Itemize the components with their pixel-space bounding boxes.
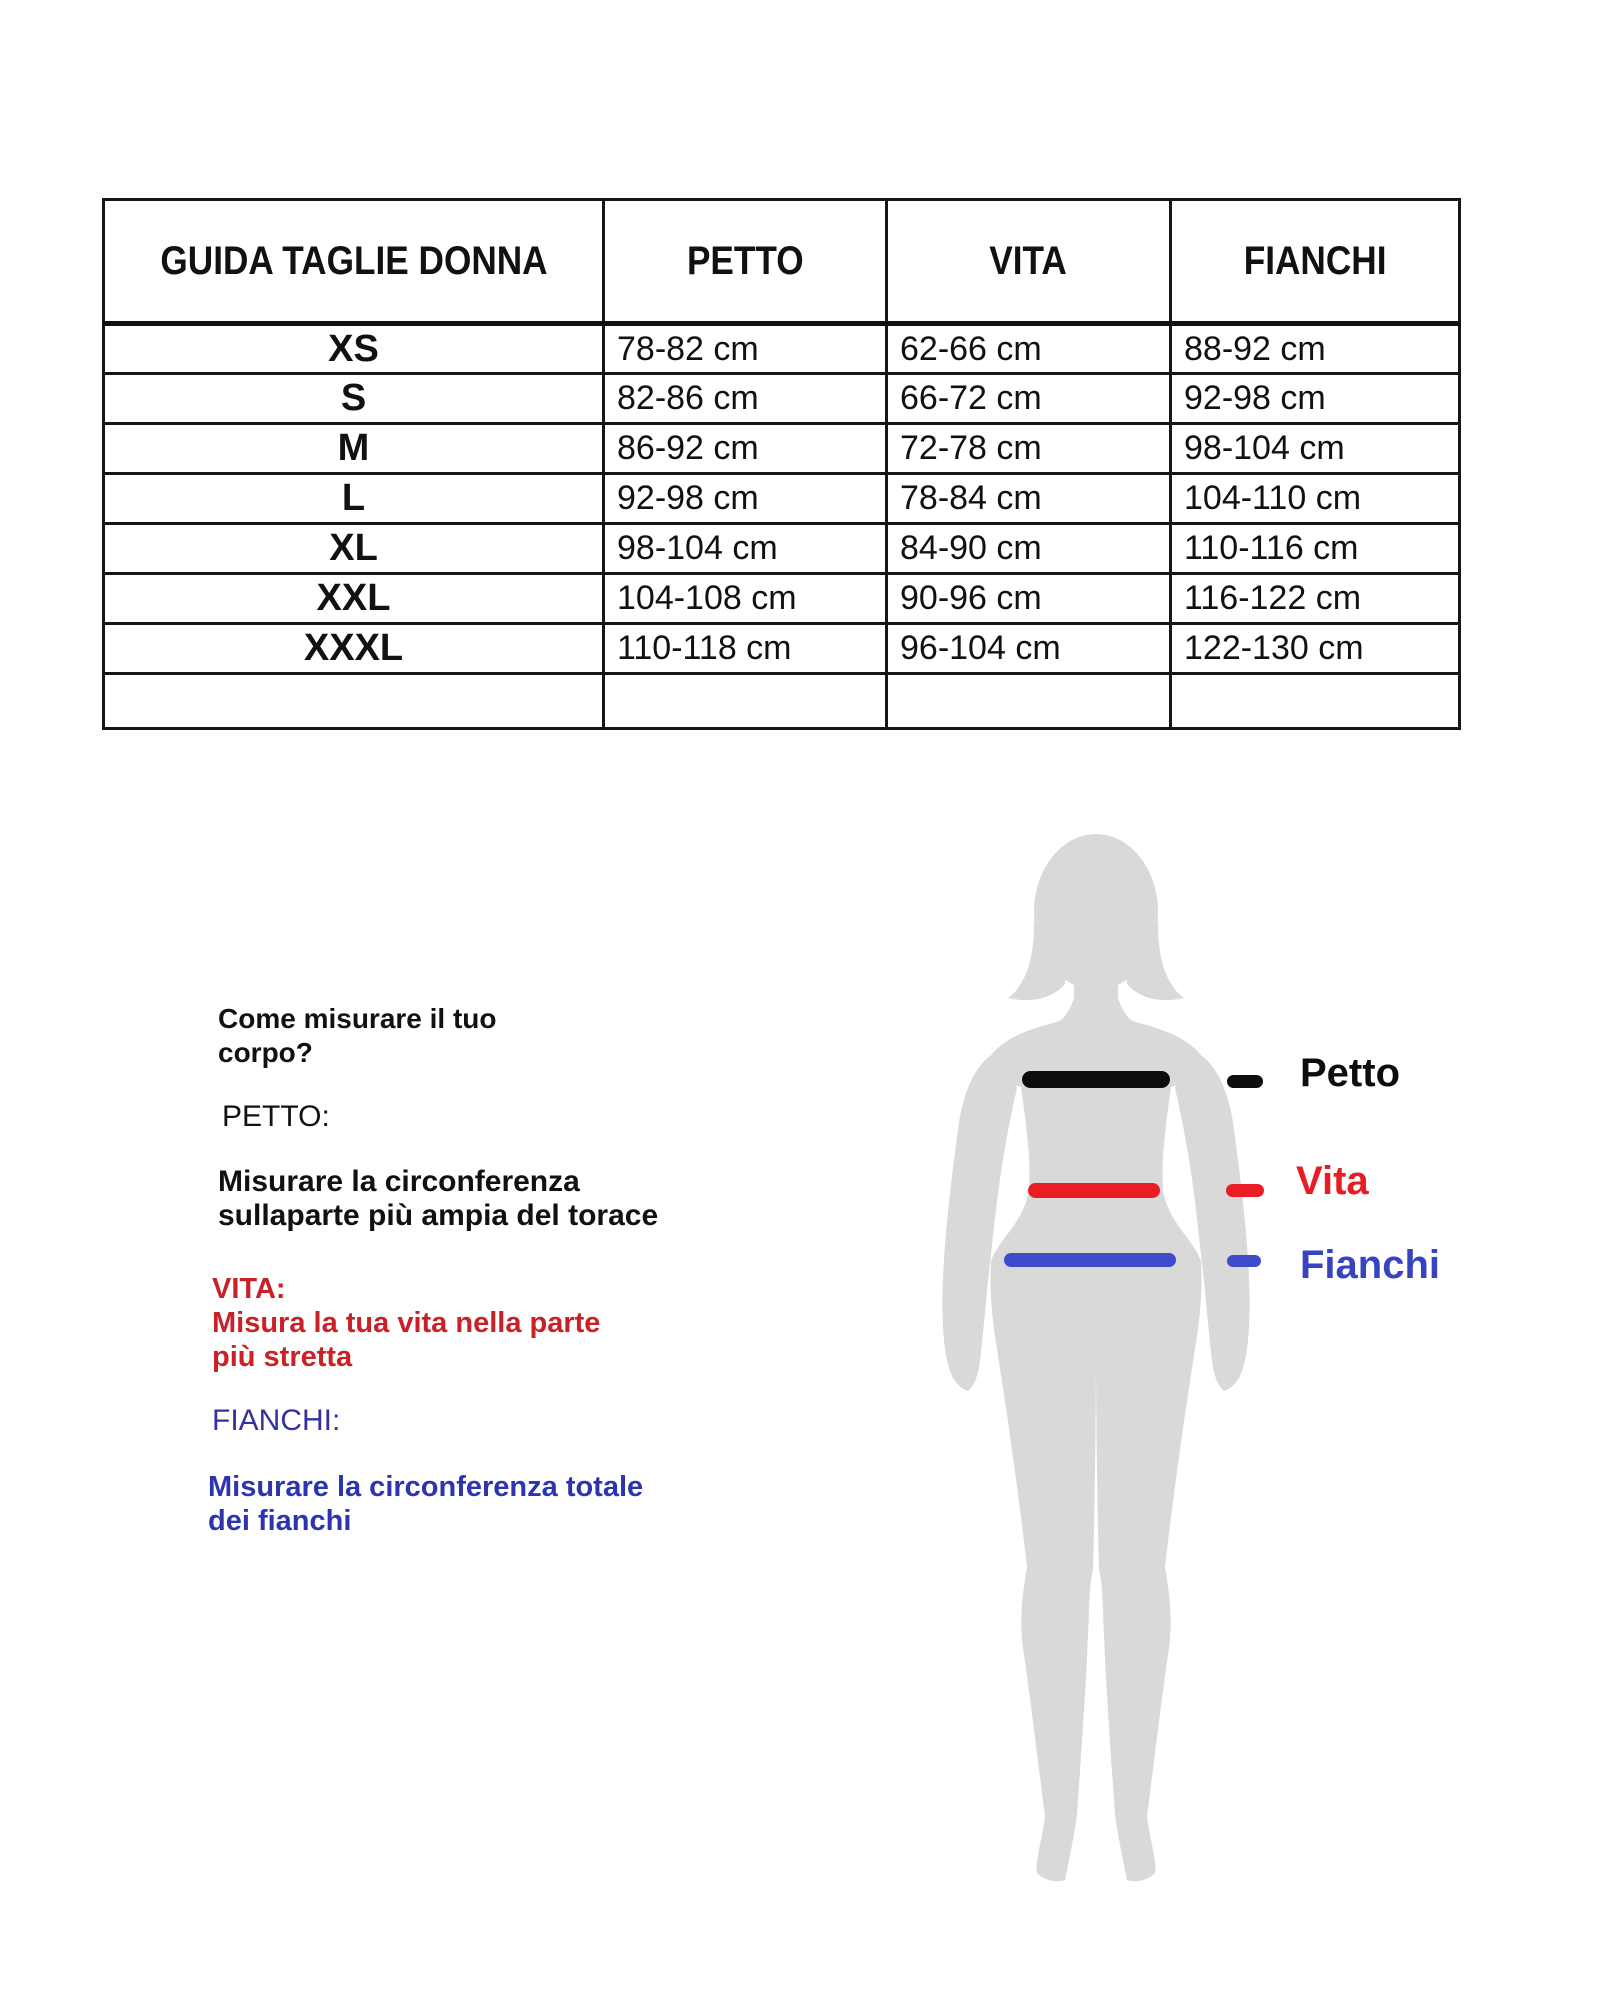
- table-row-xs: [104, 324, 1460, 374]
- size-cell: [104, 674, 604, 729]
- size-cell: XXL: [104, 574, 604, 624]
- fianchi-cell: 98-104 cm: [1171, 424, 1460, 474]
- fianchi-cell: 104-110 cm: [1171, 474, 1460, 524]
- vita-heading: VITA:: [212, 1273, 286, 1305]
- vita-cell: [887, 674, 1171, 729]
- table-header-row: [104, 200, 1460, 324]
- table-row-xxl: [104, 574, 1460, 624]
- table-header-petto: [604, 200, 887, 324]
- vita-cell: 72-78 cm: [887, 424, 1171, 474]
- hips-legend-dash: [1227, 1255, 1261, 1267]
- waist-measure-line: [1028, 1183, 1160, 1198]
- hips-measure-line: [1004, 1253, 1176, 1267]
- table-row-xxxl: [104, 624, 1460, 674]
- text-line: più stretta: [212, 1341, 353, 1373]
- text-line: Misurare la circonferenza totale: [208, 1471, 644, 1503]
- table-header-fianchi: [1171, 200, 1460, 324]
- chest-legend-label: Petto: [1300, 1051, 1400, 1095]
- fianchi-cell: 88-92 cm: [1171, 324, 1460, 374]
- vita-cell: 84-90 cm: [887, 524, 1171, 574]
- petto-cell: 110-118 cm: [604, 624, 887, 674]
- fianchi-cell: 92-98 cm: [1171, 374, 1460, 424]
- fianchi-instructions: [208, 1470, 643, 1538]
- size-cell: S: [104, 374, 604, 424]
- hips-legend-label: Fianchi: [1300, 1243, 1441, 1287]
- text-line: Misurare la circonferenza: [218, 1165, 580, 1198]
- petto-cell: [604, 674, 887, 729]
- fianchi-cell: 122-130 cm: [1171, 624, 1460, 674]
- fianchi-cell: 110-116 cm: [1171, 524, 1460, 574]
- text-line: sullaparte più ampia del torace: [218, 1199, 659, 1232]
- petto-cell: 98-104 cm: [604, 524, 887, 574]
- size-guide-table: [102, 198, 1461, 730]
- how-to-measure-title: [218, 1002, 497, 1070]
- fianchi-cell: [1171, 674, 1460, 729]
- vita-cell: 62-66 cm: [887, 324, 1171, 374]
- size-cell: XL: [104, 524, 604, 574]
- petto-cell: 92-98 cm: [604, 474, 887, 524]
- text-line: dei fianchi: [208, 1505, 352, 1537]
- vita-cell: 90-96 cm: [887, 574, 1171, 624]
- size-cell: XXXL: [104, 624, 604, 674]
- table-row-l: [104, 474, 1460, 524]
- waist-legend-label: Vita: [1296, 1159, 1369, 1203]
- vita-cell: 78-84 cm: [887, 474, 1171, 524]
- chest-measure-line: [1022, 1071, 1170, 1088]
- table-header-vita-label: VITA: [989, 238, 1068, 283]
- table-header-fianchi-label: FIANCHI: [1243, 238, 1387, 283]
- table-header-petto-label: PETTO: [686, 238, 804, 283]
- text-line: Come misurare il tuo: [218, 1003, 497, 1034]
- petto-cell: 78-82 cm: [604, 324, 887, 374]
- table-row-m: [104, 424, 1460, 474]
- size-cell: M: [104, 424, 604, 474]
- table-header-guide: [104, 200, 604, 324]
- text-line: Misura la tua vita nella parte: [212, 1307, 601, 1339]
- vita-cell: 66-72 cm: [887, 374, 1171, 424]
- vita-instructions: [212, 1306, 600, 1374]
- table-header-vita: [887, 200, 1171, 324]
- female-body-silhouette: [886, 830, 1306, 1886]
- vita-cell: 96-104 cm: [887, 624, 1171, 674]
- size-cell: XS: [104, 324, 604, 374]
- table-row-xl: [104, 524, 1460, 574]
- petto-cell: 82-86 cm: [604, 374, 887, 424]
- waist-legend-dash: [1226, 1184, 1264, 1197]
- size-cell: L: [104, 474, 604, 524]
- petto-cell: 104-108 cm: [604, 574, 887, 624]
- text-line: corpo?: [218, 1037, 313, 1068]
- table-row-empty: [104, 674, 1460, 729]
- petto-instructions: [218, 1165, 658, 1233]
- torso-legs-shape: [987, 990, 1205, 1881]
- chest-legend-dash: [1227, 1075, 1263, 1088]
- fianchi-cell: 116-122 cm: [1171, 574, 1460, 624]
- petto-cell: 86-92 cm: [604, 424, 887, 474]
- fianchi-heading: FIANCHI:: [212, 1404, 341, 1437]
- table-header-guide-label: GUIDA TAGLIE DONNA: [159, 238, 548, 283]
- petto-heading: PETTO:: [222, 1100, 330, 1133]
- table-row-s: [104, 374, 1460, 424]
